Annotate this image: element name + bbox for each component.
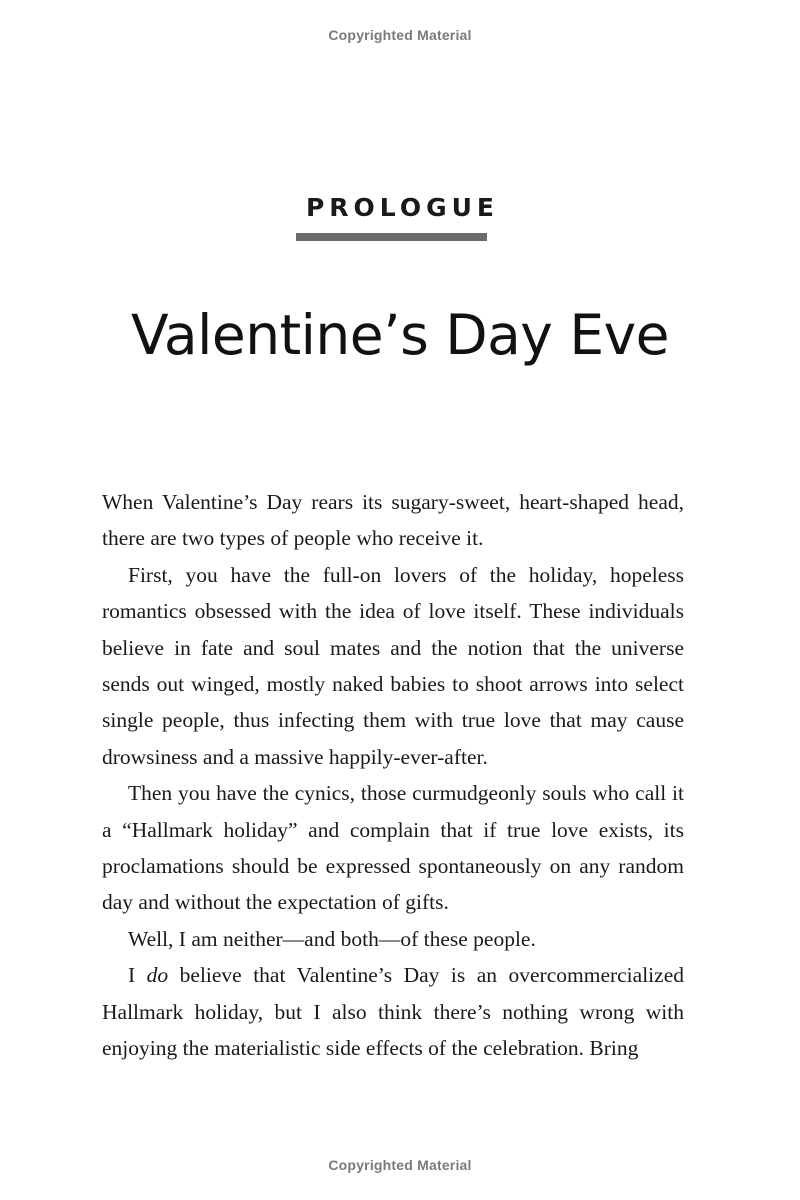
paragraph-5-start: I xyxy=(128,963,147,988)
paragraph-5 xyxy=(102,957,684,1066)
chapter-title: Valentine’s Day Eve xyxy=(131,303,669,367)
emphasis-do: do xyxy=(146,963,169,988)
paragraph-5-rest: believe that Valentine’s Day is an overcommercialized Hallmark holiday, but I also think there’s nothing wrong with enjoying the materialistic side effects of the celebration. Bring xyxy=(102,963,684,1061)
paragraph-1: When Valentine’s Day rears its sugary-sweet, heart-shaped head, there are two types of people who receive it. xyxy=(102,490,684,551)
paragraph-3: Then you have the cynics, those curmudgeonly souls who call it a “Hallmark holiday” and complain that if true love exists, its proclamations should be expressed spontaneously on any random day and without the expectation of gifts. xyxy=(102,781,684,915)
copyright-watermark-bottom: Copyrighted Material xyxy=(328,1157,472,1173)
copyright-watermark-top: Copyrighted Material xyxy=(328,27,472,43)
body-text xyxy=(102,484,684,1067)
chapter-divider xyxy=(296,233,487,241)
chapter-label: PROLOGUE xyxy=(305,193,499,222)
paragraph-2: First, you have the full-on lovers of the holiday, hopeless romantics obsessed with the idea of love itself. These individuals believe in fate and soul mates and the notion that the universe sends out winged, mostly naked babies to shoot arrows into select single people, thus infecting them with true love that may cause drowsiness and a massive happily-ever-after. xyxy=(102,562,684,769)
paragraph-4: Well, I am neither—and both—of these people. xyxy=(128,926,536,951)
